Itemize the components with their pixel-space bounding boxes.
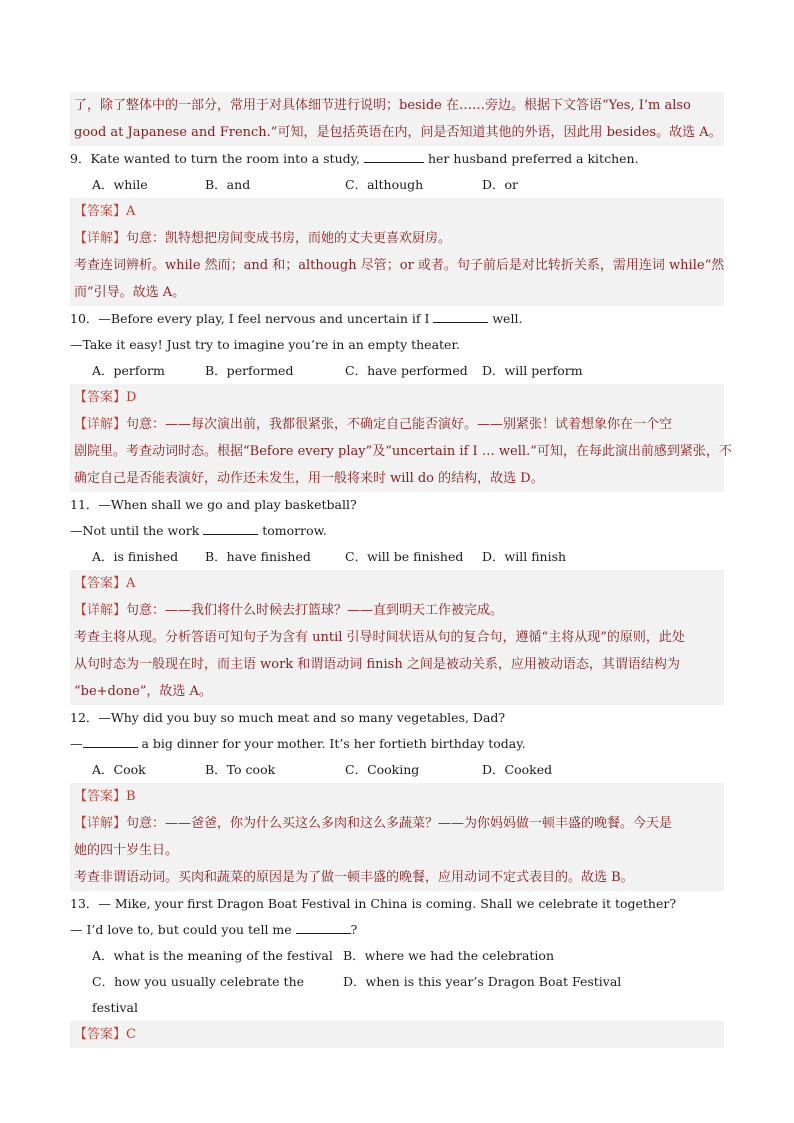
option-d: D．when is this year’s Dragon Boat Festival: [343, 974, 622, 989]
answer-blank: [433, 309, 488, 323]
stem-text: —Not until the work: [70, 523, 204, 538]
detail-label: 【详解】: [74, 603, 127, 618]
question-number: 9．: [70, 151, 91, 166]
options-row: [70, 358, 724, 384]
detail-text: 句意：——每次演出前，我都很紧张，不确定自己能否演好。——别紧张！试着想象你在一个空: [126, 417, 673, 432]
option-c: C．will be finished: [345, 549, 464, 564]
option-b: B．To cook: [205, 762, 276, 777]
question-number: 11．: [70, 497, 99, 512]
question-stem-line2: [70, 917, 724, 943]
answer-block: [70, 783, 724, 891]
stem-text: tomorrow.: [258, 523, 327, 538]
option-a: A．is finished: [92, 549, 179, 564]
answer-label: 【答案】: [74, 204, 127, 219]
option-b: B．and: [205, 177, 251, 192]
detail-text: 句意：——我们将什么时候去打篮球？——直到明天工作被完成。: [126, 603, 504, 618]
option-a: A．Cook: [92, 762, 146, 777]
answer-blank: [203, 521, 258, 535]
question-stem: [70, 306, 724, 332]
option-a: A．what is the meaning of the festival: [92, 948, 333, 963]
stem-text: — I’d love to, but could you tell me: [70, 922, 296, 937]
option-a: A．perform: [92, 363, 165, 378]
detail-label: 【详解】: [74, 231, 127, 246]
option-b: B．where we had the celebration: [343, 948, 554, 963]
answer-block: [70, 198, 724, 306]
question-number: 10．: [70, 311, 99, 326]
answer-value: B: [126, 789, 136, 804]
explanation-line: 了，除了整体中的一部分，常用于对具体细节进行说明；beside 在……旁边。根据下文答语“Yes, I’m also: [74, 98, 691, 113]
detail-text: 她的四十岁生日。: [74, 843, 179, 858]
detail-text: 句意：——爸爸，你为什么买这么多肉和这么多蔬菜？——为你妈妈做一顿丰盛的晚餐。今天是: [126, 816, 673, 831]
detail-text: 考查连词辨析。while 然而；and 和；although 尽管；or 或者。句子前后是对比转折关系，需用连词 while“然: [74, 258, 725, 273]
detail-text: 而”引导。故选 A。: [74, 285, 186, 300]
options-row: [70, 969, 724, 1021]
option-d: D．will perform: [482, 363, 583, 378]
answer-value: A: [126, 204, 136, 219]
question-9: [70, 146, 724, 306]
answer-block: [70, 570, 724, 705]
question-13: [70, 891, 724, 1048]
answer-blank: [83, 734, 138, 748]
stem-text: well.: [488, 311, 523, 326]
option-a: A．while: [92, 177, 148, 192]
question-stem: [70, 705, 724, 731]
options-row: [70, 757, 724, 783]
option-c: C．how you usually celebrate the festival: [92, 974, 305, 1015]
detail-text: 确定自己是否能表演好，动作还未发生，用一般将来时 will do 的结构，故选 D。: [74, 471, 544, 486]
detail-label: 【详解】: [74, 816, 127, 831]
answer-value: D: [126, 390, 137, 405]
options-row: [70, 943, 724, 969]
question-10: [70, 306, 732, 492]
stem-text: a big dinner for your mother. It’s her fortieth birthday today.: [137, 736, 526, 751]
option-d: D．or: [482, 177, 519, 192]
detail-text: 剧院里。考查动词时态。根据“Before every play”及“uncertain if I … well.”可知，在每此演出前感到紧张，不: [74, 444, 732, 459]
detail-text: 考查非谓语动词。买肉和蔬菜的原因是为了做一顿丰盛的晚餐，应用动词不定式表目的。故选 B。: [74, 870, 634, 885]
answer-block: [70, 1021, 724, 1048]
stem-text: —Why did you buy so much meat and so many vegetables, Dad?: [98, 710, 506, 725]
answer-label: 【答案】: [74, 390, 127, 405]
question-stem: [70, 891, 724, 917]
stem-text: —Before every play, I feel nervous and uncertain if I: [98, 311, 434, 326]
detail-label: 【详解】: [74, 417, 127, 432]
question-stem: [70, 146, 724, 172]
question-stem-line2: [70, 731, 724, 757]
answer-label: 【答案】: [74, 576, 127, 591]
answer-label: 【答案】: [74, 789, 127, 804]
question-stem: [70, 492, 724, 518]
answer-value: A: [126, 576, 136, 591]
answer-blank: [364, 149, 424, 163]
stem-text: — Mike, your first Dragon Boat Festival in China is coming. Shall we celebrate it together?: [98, 896, 677, 911]
question-12: [70, 705, 724, 891]
answer-block: [70, 384, 732, 492]
stem-text: ?: [350, 922, 358, 937]
option-c: C．although: [345, 177, 424, 192]
detail-text: 句意：凯特想把房间变成书房，而她的丈夫更喜欢厨房。: [126, 231, 452, 246]
options-row: [70, 172, 724, 198]
answer-value: C: [126, 1027, 136, 1042]
option-d: D．Cooked: [482, 762, 553, 777]
question-stem-line2: —Take it easy! Just try to imagine you’re in an empty theater.: [70, 337, 461, 352]
stem-text: —: [70, 736, 83, 751]
answer-label: 【答案】: [74, 1027, 127, 1042]
document-body: [70, 92, 732, 1048]
option-d: D．will finish: [482, 549, 567, 564]
question-number: 13．: [70, 896, 99, 911]
detail-text: “be+done”，故选 A。: [74, 684, 212, 699]
option-c: C．Cooking: [345, 762, 420, 777]
stem-text: her husband preferred a kitchen.: [423, 151, 639, 166]
option-c: C．have performed: [345, 363, 468, 378]
answer-blank: [296, 920, 351, 934]
stem-text: Kate wanted to turn the room into a study,: [90, 151, 364, 166]
detail-text: 从句时态为一般现在时，而主语 work 和谓语动词 finish 之间是被动关系，应用被动语态，其谓语结构为: [74, 657, 680, 672]
question-stem-line2: [70, 518, 724, 544]
option-b: B．performed: [205, 363, 294, 378]
option-b: B．have finished: [205, 549, 311, 564]
stem-text: —When shall we go and play basketball?: [98, 497, 357, 512]
question-number: 12．: [70, 710, 99, 725]
question-11: [70, 492, 724, 705]
options-row: [70, 544, 724, 570]
previous-explanation-block: [70, 92, 724, 146]
detail-text: 考查主将从现。分析答语可知句子为含有 until 引导时间状语从句的复合句，遵循“主将从现”的原则，此处: [74, 630, 685, 645]
explanation-line: good at Japanese and French.”可知，是包括英语在内，问是否知道其他的外语，因此用 besides。故选 A。: [74, 125, 722, 140]
